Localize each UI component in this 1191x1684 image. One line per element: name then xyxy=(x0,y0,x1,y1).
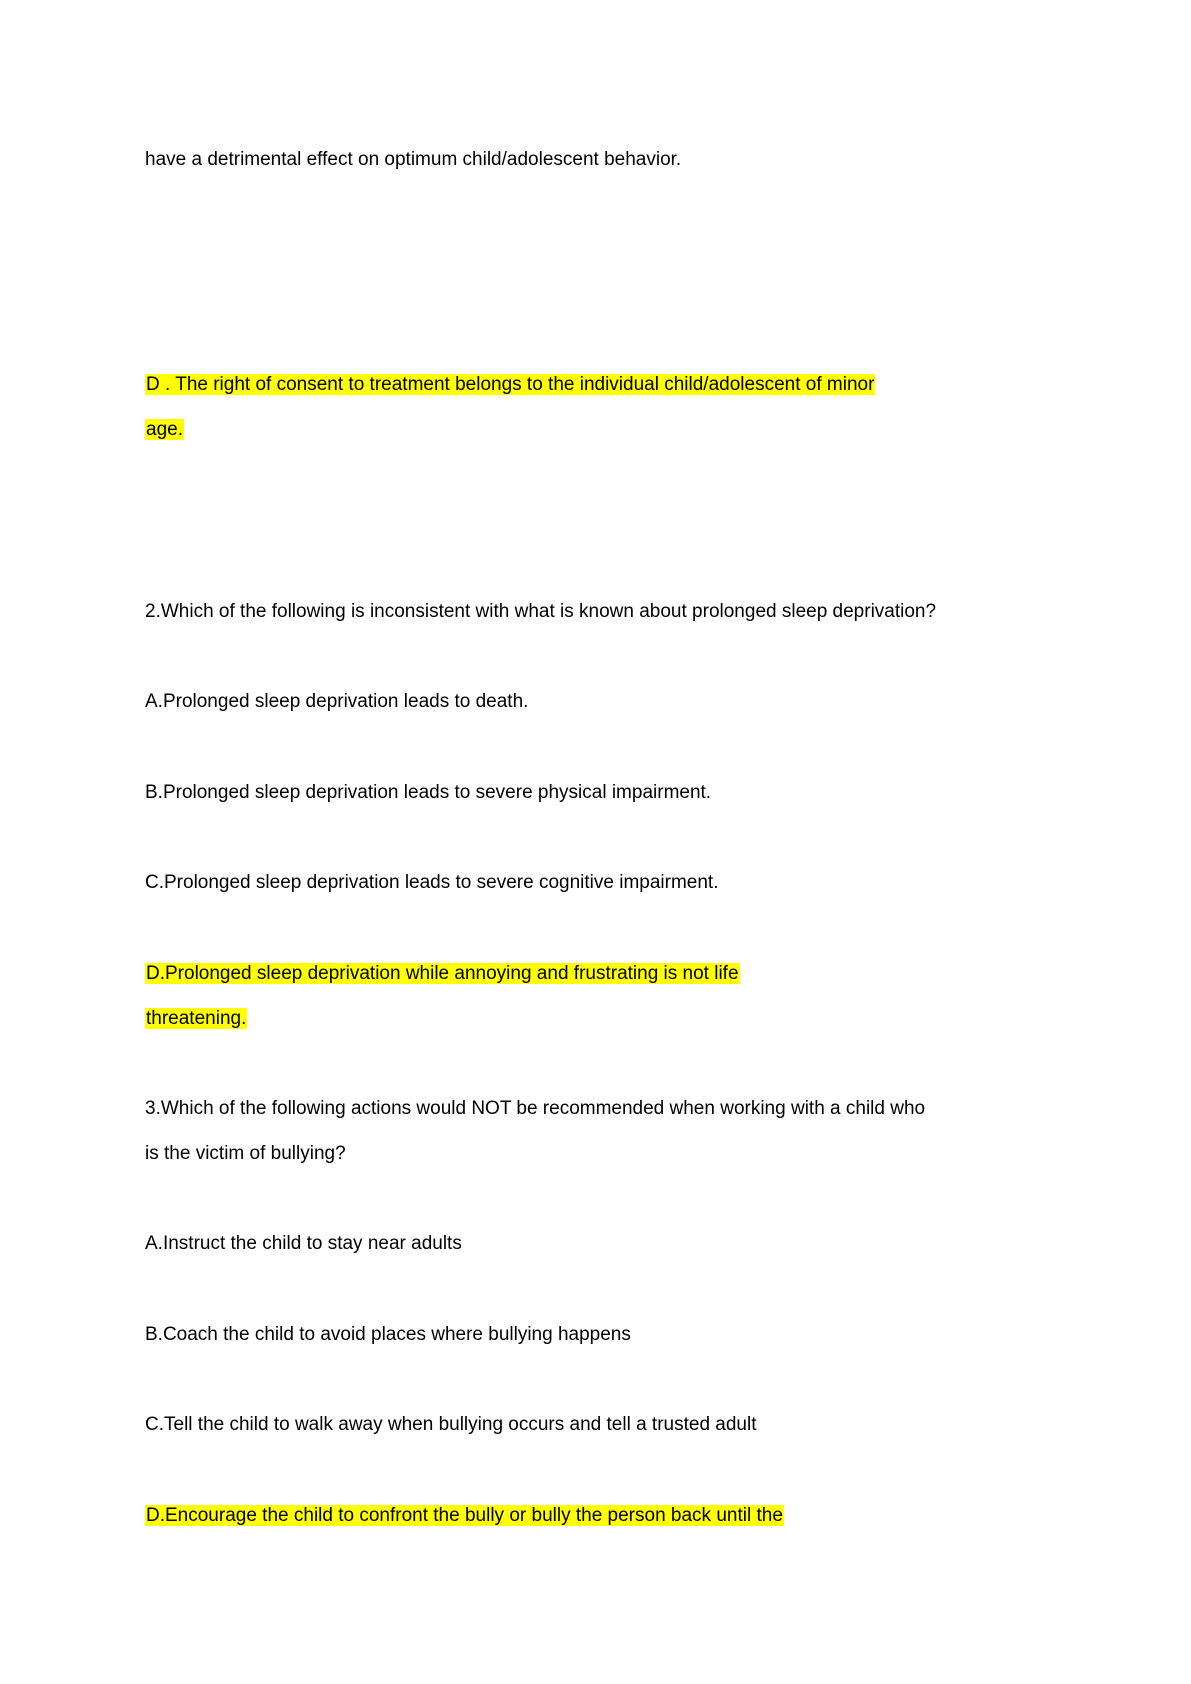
q2-option-b: B.Prolonged sleep deprivation leads to severe physical impairment. xyxy=(145,782,712,803)
q3-option-a: A.Instruct the child to stay near adults xyxy=(145,1233,462,1254)
q3-option-c: C.Tell the child to walk away when bullying occurs and tell a trusted adult xyxy=(145,1414,757,1435)
q3-question-line-1: 3.Which of the following actions would NOT be recommended when working with a child who xyxy=(145,1098,926,1119)
highlighted-answer: threatening. xyxy=(146,1008,247,1029)
highlighted-answer: age. xyxy=(146,419,183,440)
q2-option-a: A.Prolonged sleep deprivation leads to death. xyxy=(145,691,529,712)
q3-option-d-line-1 xyxy=(145,1503,784,1529)
q1-answer-line-1 xyxy=(145,372,875,398)
q2-question: 2.Which of the following is inconsistent with what is known about prolonged sleep deprivation? xyxy=(145,601,937,622)
continuation-text: have a detrimental effect on optimum child/adolescent behavior. xyxy=(145,149,682,170)
q3-option-b: B.Coach the child to avoid places where bullying happens xyxy=(145,1324,631,1345)
q2-option-d-line-1 xyxy=(145,961,740,987)
q1-answer-line-2 xyxy=(145,417,184,443)
q2-option-c: C.Prolonged sleep deprivation leads to severe cognitive impairment. xyxy=(145,872,719,893)
highlighted-answer: D.Prolonged sleep deprivation while annoying and frustrating is not life xyxy=(146,963,739,984)
highlighted-answer: D . The right of consent to treatment belongs to the individual child/adolescent of minor xyxy=(146,374,875,395)
q2-option-d-line-2 xyxy=(145,1006,247,1032)
q3-question-line-2: is the victim of bullying? xyxy=(145,1143,346,1164)
highlighted-answer: D.Encourage the child to confront the bully or bully the person back until the xyxy=(146,1505,783,1526)
